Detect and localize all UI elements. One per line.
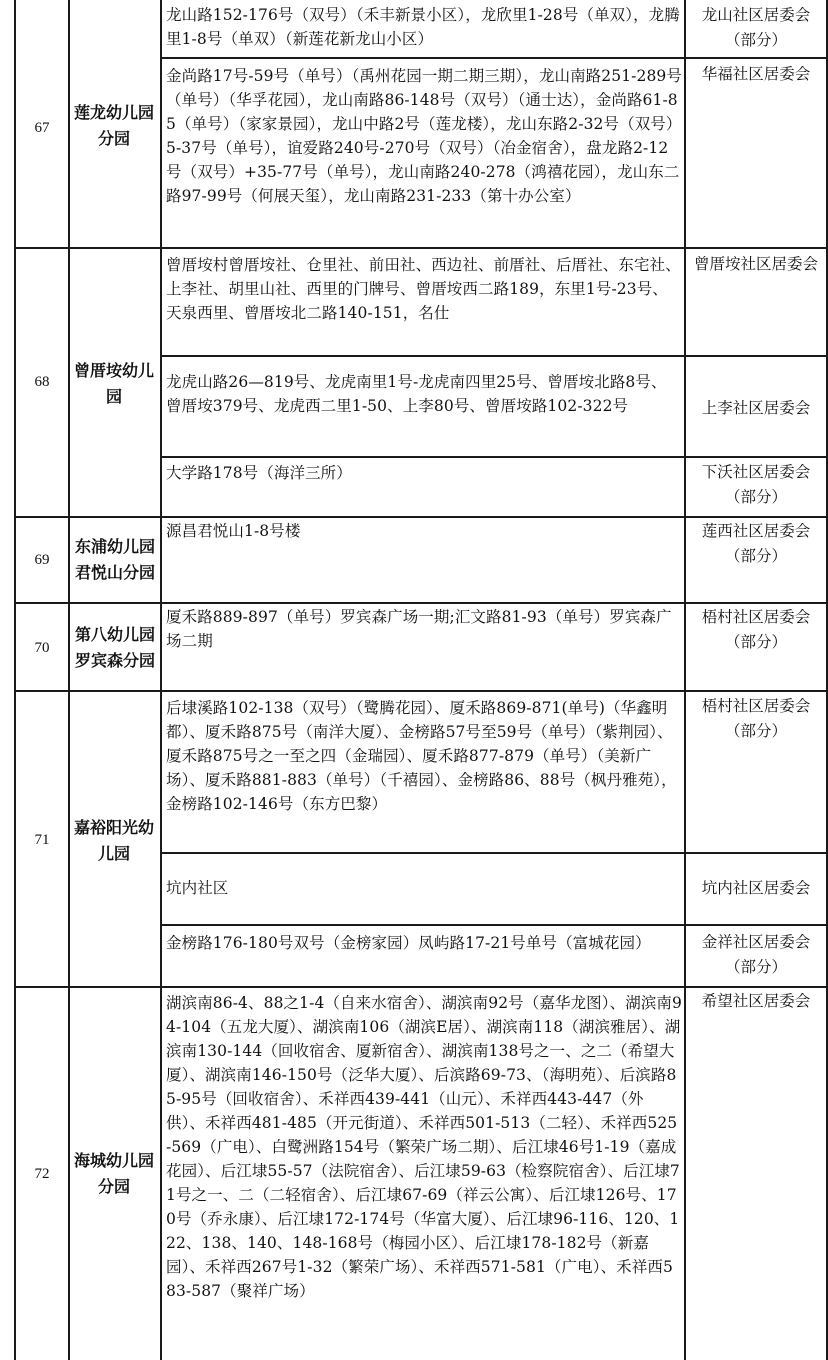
grid-line	[160, 456, 828, 458]
address-text: 金榜路176-180号双号（金榜家园）凤屿路17-21号单号（富城花园）	[166, 934, 651, 952]
grid-line	[160, 355, 828, 357]
committee-name: 金祥社区居委会（部分）	[701, 933, 811, 976]
committee-name: 莲西社区居委会（部分）	[701, 522, 811, 565]
committee-name: 下沃社区居委会（部分）	[701, 463, 811, 506]
address-text: 大学路178号（海洋三所）	[166, 464, 352, 482]
grid-line	[160, 57, 828, 59]
row-number: 67	[34, 120, 50, 136]
grid-line	[68, 0, 70, 1360]
row-number: 70	[34, 640, 50, 656]
grid-line	[14, 247, 828, 249]
grid-line	[160, 0, 162, 1360]
grid-line	[160, 924, 828, 926]
committee-name: 龙山社区居委会（部分）	[701, 6, 811, 49]
grid-line	[14, 690, 828, 692]
kindergarten-name: 曾厝垵幼儿园	[74, 361, 155, 406]
committee-name: 上李社区居委会	[701, 399, 811, 417]
grid-line	[160, 852, 828, 854]
kindergarten-name: 莲龙幼儿园分园	[74, 103, 155, 148]
address-text: 源昌君悦山1-8号楼	[166, 522, 301, 540]
grid-line	[684, 0, 686, 1360]
row-number: 68	[34, 374, 50, 390]
row-number: 69	[34, 552, 50, 568]
committee-name: 华福社区居委会	[701, 65, 811, 83]
address-text: 龙山路152-176号（双号）（禾丰新景小区），龙欣里1-28号（单双），龙腾里1-8号（单双）（新莲花新龙山小区）	[166, 6, 680, 48]
committee-name: 曾厝垵社区居委会	[693, 255, 818, 273]
address-text: 坑内社区	[166, 879, 229, 897]
address-text: 厦禾路889-897（单号）罗宾森广场一期;汇文路81-93（单号）罗宾森广场二期	[166, 608, 672, 650]
row-number: 71	[34, 832, 50, 848]
kindergarten-name: 嘉裕阳光幼儿园	[74, 818, 155, 863]
committee-name: 希望社区居委会	[701, 992, 811, 1010]
row-number: 72	[34, 1166, 50, 1182]
grid-line	[14, 0, 16, 1360]
address-text: 金尚路17号-59号（单号）（禹州花园一期二期三期），龙山南路251-289号（单号）（华孚花园），龙山南路86-148号（双号）（通士达），金尚路61-85（单号）（家家景园），龙山中路2号（莲龙楼），龙山东路2-32号（双号）5-37号（单号），谊爱路240号-270号（双号）（冶金宿舍），盘龙路2-12号（双号）+35-77号（单号），龙山南路240-278（鸿禧花园），龙山东二路97-99号（何展天玺），龙山南路231-233（第十办公室）	[166, 67, 682, 205]
address-text: 湖滨南86-4、88之1-4（自来水宿舍）、湖滨南92号（嘉华龙图）、湖滨南94-104（五龙大厦）、湖滨南106（湖滨E居）、湖滨南118（湖滨雅居）、湖滨南130-144（回收宿舍、厦新宿舍）、湖滨南138号之一、之二（希望大厦）、湖滨南146-150号（泛华大厦）、后滨路69-73、（海明苑）、后滨路85-95号（回收宿舍）、禾祥西439-441（山元）、禾祥西443-447（外供）、禾祥西481-485（开元街道）、禾祥西501-513（二轻）、禾祥西525-569（广电）、白鹭洲路154号（繁荣广场二期）、后江埭46号1-19（嘉成花园）、后江埭55-57（法院宿舍）、后江埭59-63（检察院宿舍）、后江埭71号之一、二（二轻宿舍）、后江埭67-69（祥云公寓）、后江埭126号、170号（乔永康）、后江埭172-174号（华富大厦）、后江埭96-116、120、122、138、140、148-168号（梅园小区）、后江埭178-182号（新嘉园）、禾祥西267号1-32（繁荣广场）、禾祥西571-581（广电）、禾祥西583-587（聚祥广场）	[166, 994, 682, 1300]
address-text: 曾厝垵村曾厝垵社、仓里社、前田社、西边社、前厝社、后厝社、东宅社、上李社、胡里山社、西里的门牌号、曾厝垵西二路189，东里1号-23号、天泉西里、曾厝垵北二路140-151，名仕	[166, 256, 681, 322]
committee-name: 梧村社区居委会（部分）	[701, 608, 811, 651]
address-text: 后埭溪路102-138（双号）（鹭腾花园）、厦禾路869-871(单号)（华鑫明都）、厦禾路875号（南洋大厦）、金榜路57号至59号（单号）（紫荆园）、厦禾路875号之一至之四（金瑞园）、厦禾路877-879（单号）（美新广场）、厦禾路881-883（单号）（千禧园）、金榜路86、88号（枫丹雅苑），金榜路102-146号（东方巴黎）	[166, 699, 677, 813]
kindergarten-name: 海城幼儿园分园	[74, 1151, 155, 1196]
kindergarten-name: 第八幼儿园罗宾森分园	[74, 625, 155, 670]
grid-line	[14, 986, 828, 988]
committee-name: 梧村社区居委会（部分）	[701, 697, 811, 740]
address-text: 龙虎山路26—819号、龙虎南里1号-龙虎南四里25号、曾厝垵北路8号、曾厝垵379号、龙虎西二里1-50、上李80号、曾厝垵路102-322号	[166, 373, 667, 415]
grid-line	[14, 516, 828, 518]
grid-line	[14, 602, 828, 604]
kindergarten-name: 东浦幼儿园君悦山分园	[74, 537, 155, 582]
committee-name: 坑内社区居委会	[701, 879, 811, 897]
